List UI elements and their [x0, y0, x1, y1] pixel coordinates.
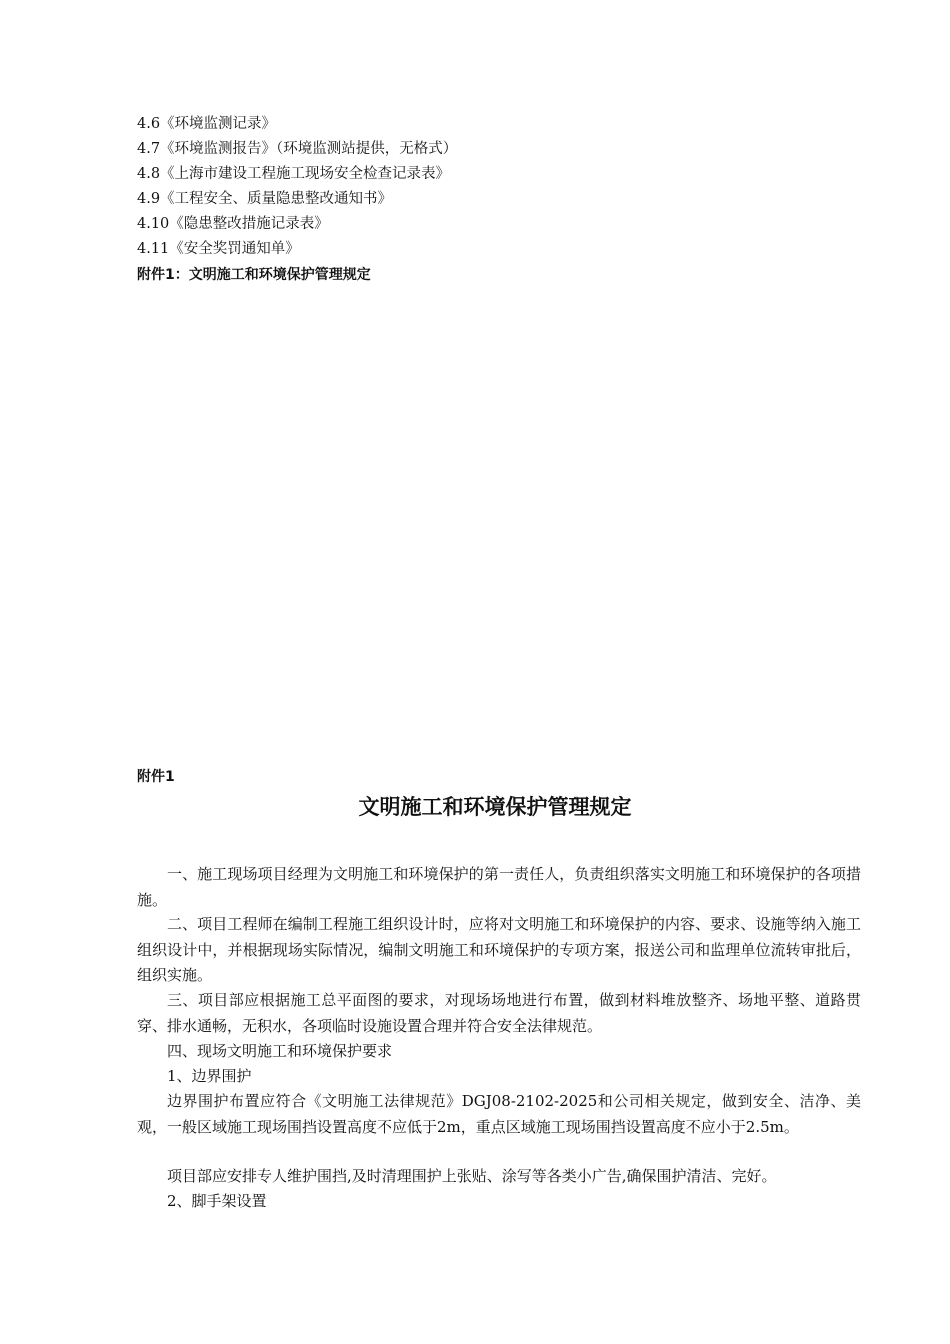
paragraph: 1、边界围护: [167, 1067, 252, 1085]
attachment-heading: 附件1：文明施工和环境保护管理规定: [137, 267, 371, 283]
paragraph: 项目部应安排专人维护围挡,及时清理围护上张贴、涂写等各类小广告,确保围护清洁、完好。: [167, 1167, 777, 1185]
list-item: 4.8《上海市建设工程施工现场安全检查记录表》: [137, 166, 451, 182]
list-item: 4.7《环境监测报告》（环境监测站提供，无格式）: [137, 141, 458, 157]
document-title: 文明施工和环境保护管理规定: [358, 795, 632, 819]
paragraph: 二、项目工程师在编制工程施工组织设计时，应将对文明施工和环境保护的内容、要求、设施等纳入施工组织设计中，并根据现场实际情况，编制文明施工和环境保护的专项方案，报送公司和监理单位流转审批后，组织实施。: [137, 915, 861, 985]
paragraph: 边界围护布置应符合《文明施工法律规范》DGJ08-2102-2025和公司相关规定，做到安全、洁净、美观，一般区域施工现场围挡设置高度不应低于2m，重点区域施工现场围挡设置高度不应小于2.5m。: [137, 1092, 861, 1136]
paragraph: 一、施工现场项目经理为文明施工和环境保护的第一责任人，负责组织落实文明施工和环境保护的各项措施。: [137, 865, 861, 909]
list-item: 4.6《环境监测记录》: [137, 116, 277, 132]
list-item: 4.10《隐患整改措施记录表》: [137, 216, 329, 232]
list-item: 4.9《工程安全、质量隐患整改通知书》: [137, 191, 393, 207]
paragraph: 四、现场文明施工和环境保护要求: [167, 1042, 393, 1060]
list-item: 4.11《安全奖罚通知单》: [137, 241, 300, 257]
paragraph: 三、项目部应根据施工总平面图的要求，对现场场地进行布置，做到材料堆放整齐、场地平整、道路贯穿、排水通畅，无积水，各项临时设施设置合理并符合安全法律规范。: [137, 991, 861, 1035]
paragraph: 2、脚手架设置: [167, 1192, 267, 1210]
attachment-label: 附件1: [137, 769, 175, 785]
